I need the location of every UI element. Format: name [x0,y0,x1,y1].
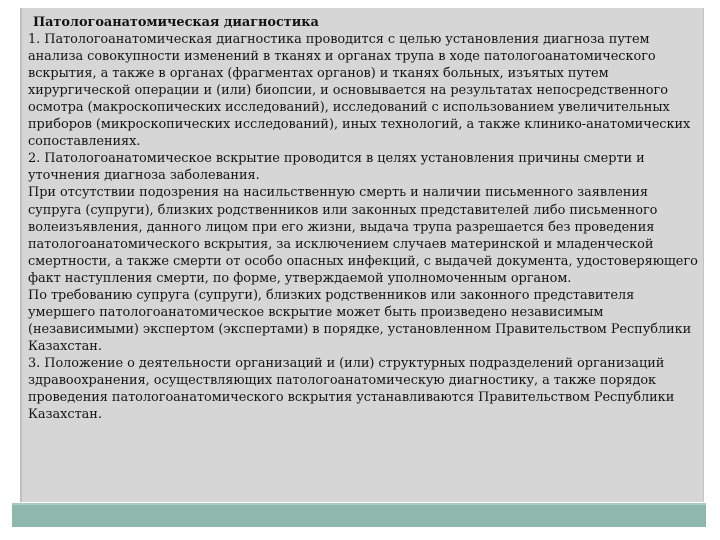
paragraph-3: При отсутствии подозрения на насильственную смерть и наличии письменного заявления супруга (супруги), близких родственников или законных представителей либо письменного волеизъявления, данного лицом при его жизни, выдача трупа разрешается без проведения патологоанатомического вскрытия, за исключением случаев материнской и младенческой смертности, а также смерти от особо опасных инфекций, с выдачей документа, удостоверяющего факт наступления смерти, по форме, утверждаемой уполномоченным органом. [28,185,698,286]
document-title: Патологоанатомическая диагностика [33,15,319,30]
footer-bar [12,503,706,527]
paragraph-4: По требованию супруга (супруги), близких родственников или законного представителя умершего патологоанатомическое вскрытие может быть произведено независимым (независимыми) экспертом (экспертами) в порядке, установленном Правительством Республики Казахстан. [28,287,692,354]
paragraph-5: 3. Положение о деятельности организаций и (или) структурных подразделений организаций здравоохранения, осуществляющих патологоанатомическую диагностику, а также порядок проведения патологоанатомического вскрытия устанавливаются Правительством Республики Казахстан. [28,355,675,423]
paragraph-2: 2. Патологоанатомическое вскрытие проводится в целях установления причины смерти и уточнения диагноза заболевания. [28,151,645,184]
content-box [20,8,704,502]
paragraph-1: 1. Патологоанатомическая диагностика проводится с целью установления диагноза путем анализа совокупности изменений в тканях и органах трупа в ходе патологоанатомического вскрытия, а также в органах (фрагментах органов) и тканях больных, изъятых путем хирургической операции и (или) биопсии, и основывается на результатах непосредственного осмотра (макроскопических исследований), исследований с использованием увеличительных приборов (микроскопических исследований), иных технологий, а также клинико-анатомических сопоставлениях. [28,32,691,150]
footer-bar-highlight [12,503,706,505]
document-text [28,14,702,423]
